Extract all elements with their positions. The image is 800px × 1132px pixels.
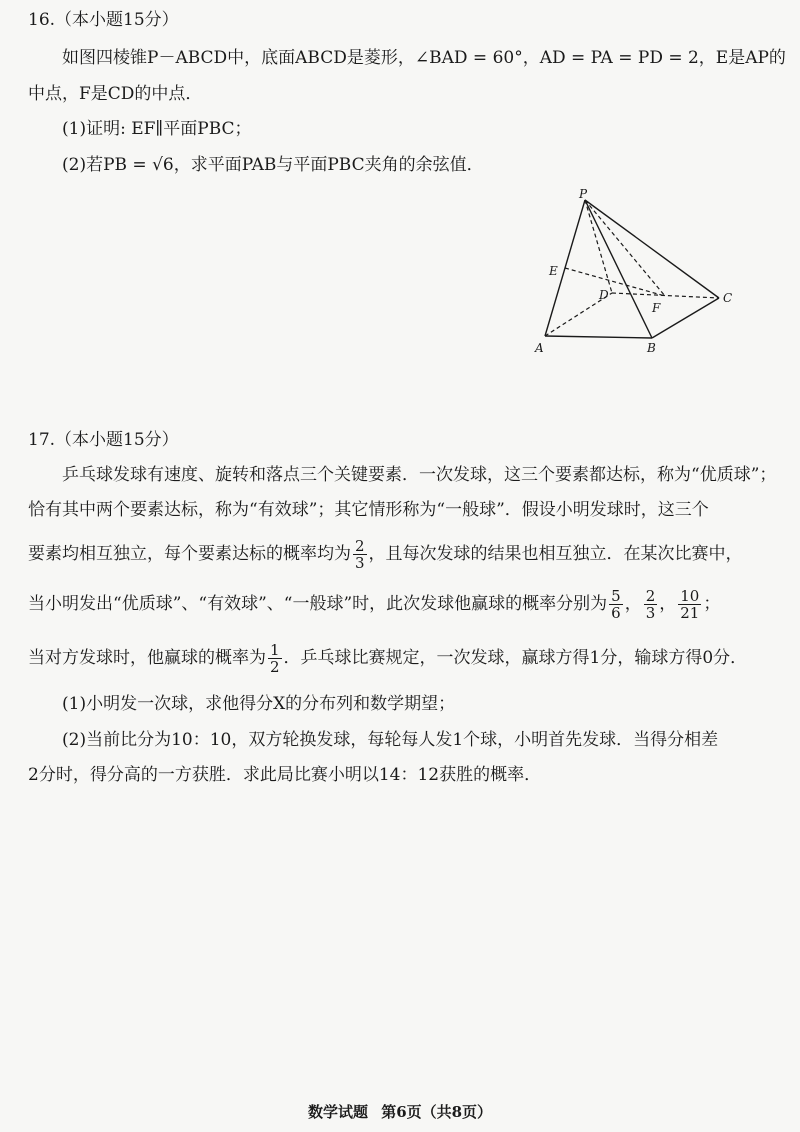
separator-comma: ， [624,594,642,614]
q17-header: 17.（本小题15分） [28,430,179,450]
footer-page-number: 第6页（共8页） [381,1103,493,1121]
q17-text-line4 [28,584,720,624]
label-A: A [535,341,544,355]
q17-line4-start: 当小明发出“优质球”、“有效球”、“一般球”时，此次发球他赢球的概率分别为 [28,594,608,614]
fraction-ten-twentyfirsts [678,588,701,621]
fraction-numerator: 2 [645,587,656,605]
separator-semicolon: ； [703,594,721,614]
edge-AB [545,336,652,338]
label-P: P [579,188,588,201]
segment-EF [565,268,665,296]
q17-text-line3 [28,536,743,572]
footer-subject: 数学试题 [307,1103,368,1121]
q16-part2: (2)若PB = √6，求平面PAB与平面PBC夹角的余弦值． [62,155,484,175]
edge-PC [585,200,719,298]
q17-line3-start: 要素均相互独立，每个要素达标的概率均为 [28,544,351,564]
label-C: C [723,291,733,305]
page-footer [0,1101,800,1122]
fraction-two-thirds [644,588,658,621]
label-F: F [652,301,661,315]
edge-PB [585,200,652,338]
fraction-numerator: 1 [270,641,280,659]
q17-text-line1: 乒乓球发球有速度、旋转和落点三个关键要素．一次发球，这三个要素都达标，称为“优质球”； [62,465,777,485]
q17-part1: (1)小明发一次球，求他得分X的分布列和数学期望； [62,694,456,714]
fraction-denominator: 21 [680,604,700,622]
q17-text-line5 [28,638,747,678]
q17-text-line2: 恰有其中两个要素达标，称为“有效球”；其它情形称为“一般球”．假设小明发球时，这三个 [28,500,709,520]
edge-BC [652,298,719,338]
fraction-denominator: 2 [270,658,280,676]
q17-part2-line1: (2)当前比分为10：10，双方轮换发球，每轮每人发1个球，小明首先发球．当得分相差 [62,730,719,750]
fraction-two-thirds [353,538,367,571]
label-E: E [549,264,558,278]
separator-comma: ， [659,594,677,614]
fraction-denominator: 3 [645,604,656,622]
fraction-one-half [268,642,282,675]
fraction-numerator: 2 [355,537,365,555]
q17-line3-end: ，且每次发球的结果也相互独立．在某次比赛中， [368,544,743,564]
edge-DC [612,293,719,298]
q16-header: 16.（本小题15分） [28,10,179,30]
pyramid-figure [525,188,755,363]
fraction-denominator: 6 [611,604,621,622]
q16-text-line1: 如图四棱锥P－ABCD中，底面ABCD是菱形，∠BAD = 60°，AD = PA = PD = 2，E是AP的 [62,48,786,68]
fraction-numerator: 10 [680,587,700,605]
fraction-numerator: 5 [611,587,621,605]
label-D: D [599,288,609,302]
q16-part1: (1)证明: EF∥平面PBC； [62,119,252,139]
fraction-five-sixths [609,588,623,621]
q17-line5-start: 当对方发球时，他赢球的概率为 [28,648,266,668]
label-B: B [647,341,656,355]
q16-text-line2: 中点，F是CD的中点． [28,84,203,104]
q17-part2-line2: 2分时，得分高的一方获胜．求此局比赛小明以14：12获胜的概率． [28,765,542,785]
q17-line5-end: ．乒乓球比赛规定，一次发球，赢球方得1分，输球方得0分． [283,648,748,668]
fraction-denominator: 3 [355,554,365,572]
